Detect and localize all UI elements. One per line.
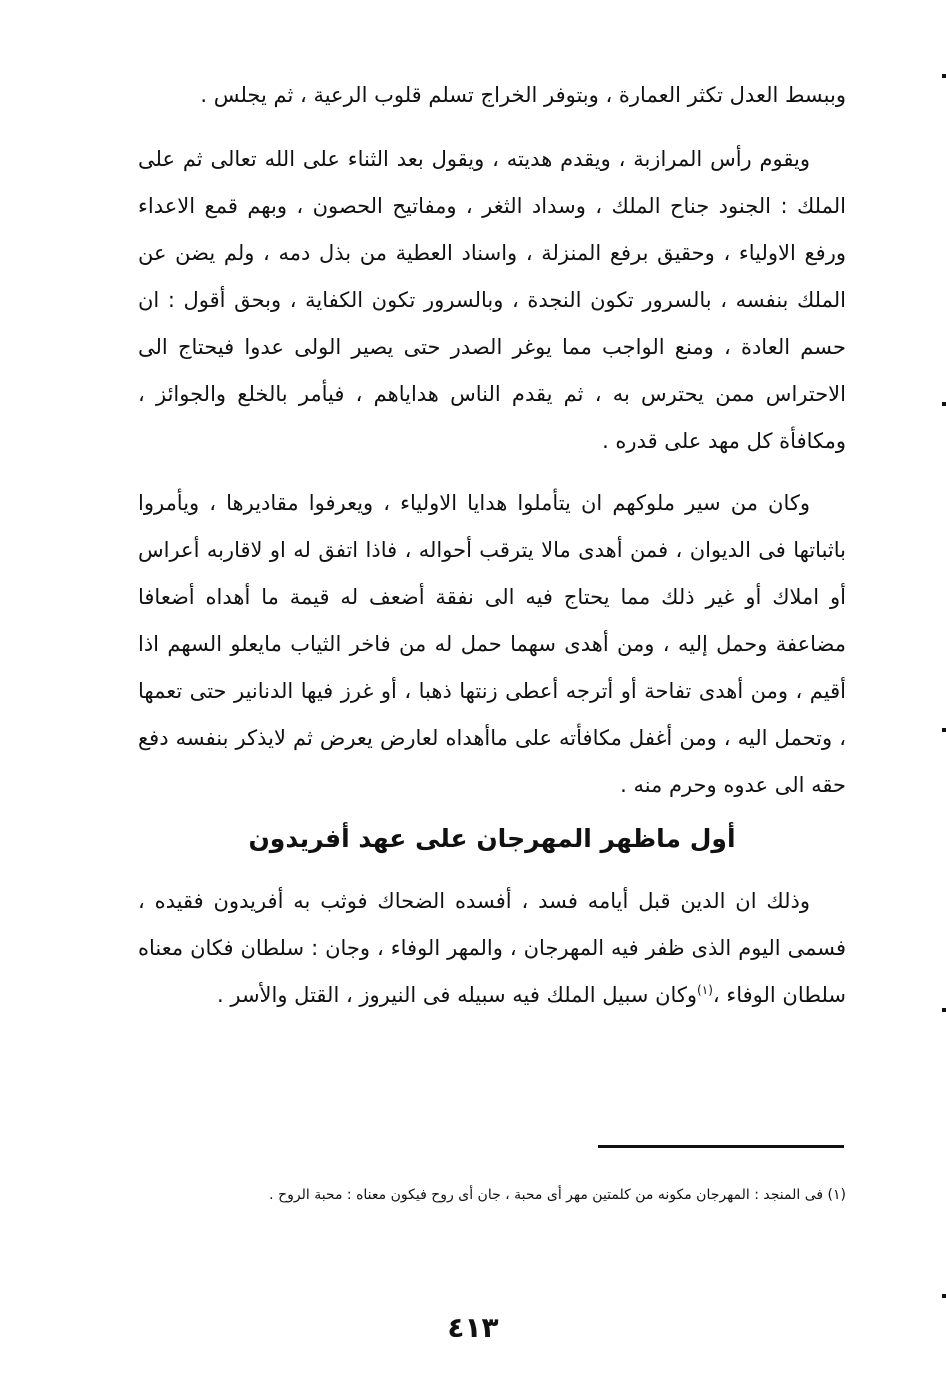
section-heading: أول ماظهر المهرجان على عهد أفريدون bbox=[248, 824, 736, 853]
scan-edge-mark bbox=[942, 1294, 946, 1298]
paragraph-1-text: وببسط العدل تكثر العمارة ، وبتوفر الخراج تسلم قلوب الرعية ، ثم يجلس . bbox=[200, 83, 846, 107]
paragraph-4-text bbox=[138, 878, 846, 1019]
paragraph-1 bbox=[138, 72, 846, 119]
scan-edge-mark bbox=[942, 74, 946, 78]
paragraph-2 bbox=[138, 136, 846, 465]
paragraph-3 bbox=[138, 480, 846, 809]
paragraph-3-text: وكان من سير ملوكهم ان يتأملوا هدايا الاولياء ، ويعرفوا مقاديرها ، ويأمروا باثباتها فى الديوان ، فمن أهدى مالا يترقب أحواله ، فاذا اتفق له او لاقاربه أعراس أو املاك أو غير ذلك مما يحتاج فيه الى نفقة أضعف له قيمة ما أهداه أضعافا مضاعفة وحمل إليه ، ومن أهدى سهما حمل له من فاخر الثياب مايعلو السهم اذا أقيم ، ومن أهدى تفاحة أو أترجه أعطى زنتها ذهبا ، أو غرز فيها الدنانير حتى تعمها ، وتحمل اليه ، ومن أغفل مكافأته على ماأهداه لعارض يعرض ثم لايذكر بنفسه دفع حقه الى عدوه وحرم منه . bbox=[138, 491, 846, 797]
paragraph-4-text-before-note: وذلك ان الدين قبل أيامه فسد ، أفسده الضحاك فوثب به أفريدون فقيده ، فسمى اليوم الذى ظفر فيه المهرجان ، والمهر الوفاء ، وجان : سلطان فكان معناه سلطان الوفاء ، bbox=[138, 889, 846, 1007]
scan-edge-mark bbox=[942, 1008, 946, 1012]
footnote-reference: (١) bbox=[697, 983, 713, 997]
scan-edge-mark bbox=[942, 728, 946, 732]
scan-edge-mark bbox=[942, 402, 946, 406]
footnote: (١) فى المنجد : المهرجان مكونه من كلمتين مهر أى محبة ، جان أى روح فيكون معناه : محبة الروح . bbox=[269, 1187, 846, 1203]
page-number: ٤١٣ bbox=[447, 1311, 499, 1344]
paragraph-2-text: ويقوم رأس المرازبة ، ويقدم هديته ، ويقول بعد الثناء على الله تعالى ثم على الملك : الجنود جناح الملك ، وسداد الثغر ، ومفاتيح الحصون ، وبهم قمع الاعداء ورفع الاولياء ، وحقيق برفع المنزلة ، واسناد العطية من بذل دمه ، ولم يضن عن الملك بنفسه ، بالسرور تكون النجدة ، وبالسرور تكون الكفاية ، وبحق أقول : ان حسم العادة ، ومنع الواجب مما يوغر الصدر حتى يصير الولى عدوا فيحتاج الى الاحتراس ممن يحترس به ، ثم يقدم الناس هداياهم ، فيأمر بالخلع والجوائز ، ومكافأة كل مهد على قدره . bbox=[138, 147, 846, 453]
paragraph-4 bbox=[138, 878, 846, 1019]
footnote-divider bbox=[598, 1145, 844, 1148]
paragraph-4-text-after-note: وكان سبيل الملك فيه سبيله فى النيروز ، القتل والأسر . bbox=[217, 983, 698, 1007]
